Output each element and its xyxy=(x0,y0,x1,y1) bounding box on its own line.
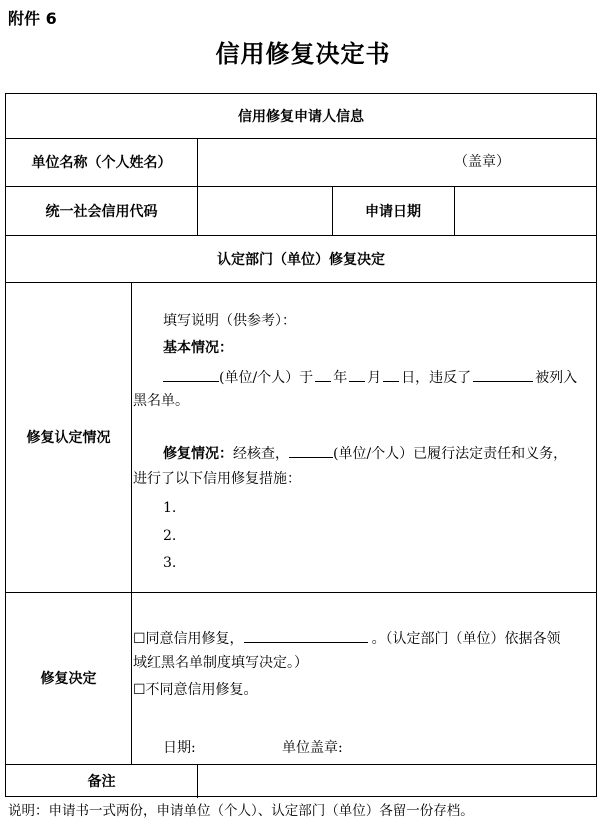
col-divider xyxy=(197,138,198,235)
repair-situation-line: 修复情况：经核查， (单位/个人）已履行法定责任和义务， xyxy=(163,443,567,463)
blank-violation xyxy=(473,367,533,382)
agree-line: ☐同意信用修复， 。（认定部门（单位）依据各领 xyxy=(133,628,561,648)
fill-instruction: 填写说明（供参考）： xyxy=(163,313,296,329)
basic-situation-line: (单位/个人）于 年 月 日，违反了 被列入 xyxy=(163,367,577,387)
col-divider xyxy=(131,282,132,764)
col-divider xyxy=(197,764,198,798)
blank-unit xyxy=(289,443,333,458)
disagree-checkbox[interactable]: ☐不同意信用修复。 xyxy=(133,682,258,698)
col-divider xyxy=(454,186,455,235)
unit-name-label: 单位名称（个人姓名） xyxy=(31,155,172,171)
attachment-number: 附件 6 xyxy=(8,9,57,28)
agree-checkbox[interactable]: ☐同意信用修复， xyxy=(133,631,244,647)
apply-date-label: 申请日期 xyxy=(365,203,421,220)
decision-date-label: 日期: xyxy=(163,740,196,756)
measure-item-2: 2. xyxy=(163,528,177,544)
unit-seal-label: 单位盖章: xyxy=(282,740,343,756)
section-title-applicant: 信用修复申请人信息 xyxy=(238,109,364,125)
blank-year xyxy=(315,367,331,382)
repair-status-label: 修复认定情况 xyxy=(26,430,111,446)
measure-item-1: 1. xyxy=(163,500,177,516)
credit-code-label: 统一社会信用代码 xyxy=(45,203,158,220)
section-title-decision: 认定部门（单位）修复决定 xyxy=(217,251,385,268)
repair-decision-label: 修复决定 xyxy=(40,671,97,687)
blacklist-line: 黑名单。 xyxy=(133,393,189,409)
remarks-label: 备注 xyxy=(87,774,116,790)
measure-item-3: 3. xyxy=(163,555,177,571)
blank-month xyxy=(349,367,365,382)
repair-measures-intro: 进行了以下信用修复措施： xyxy=(133,471,301,487)
blank-decision xyxy=(244,628,368,643)
seal-placeholder: （盖章） xyxy=(454,154,510,170)
footnote: 说明：申请书一式两份，申请单位（个人）、认定部门（单位）各留一份存档。 xyxy=(8,803,474,819)
agree-note-line: 域红黑名单制度填写决定。） xyxy=(133,655,308,671)
credit-repair-form xyxy=(5,93,597,797)
page-title: 信用修复决定书 xyxy=(215,40,391,68)
blank-unit xyxy=(163,367,219,382)
basic-situation-title: 基本情况： xyxy=(163,340,233,356)
blank-day xyxy=(383,367,399,382)
